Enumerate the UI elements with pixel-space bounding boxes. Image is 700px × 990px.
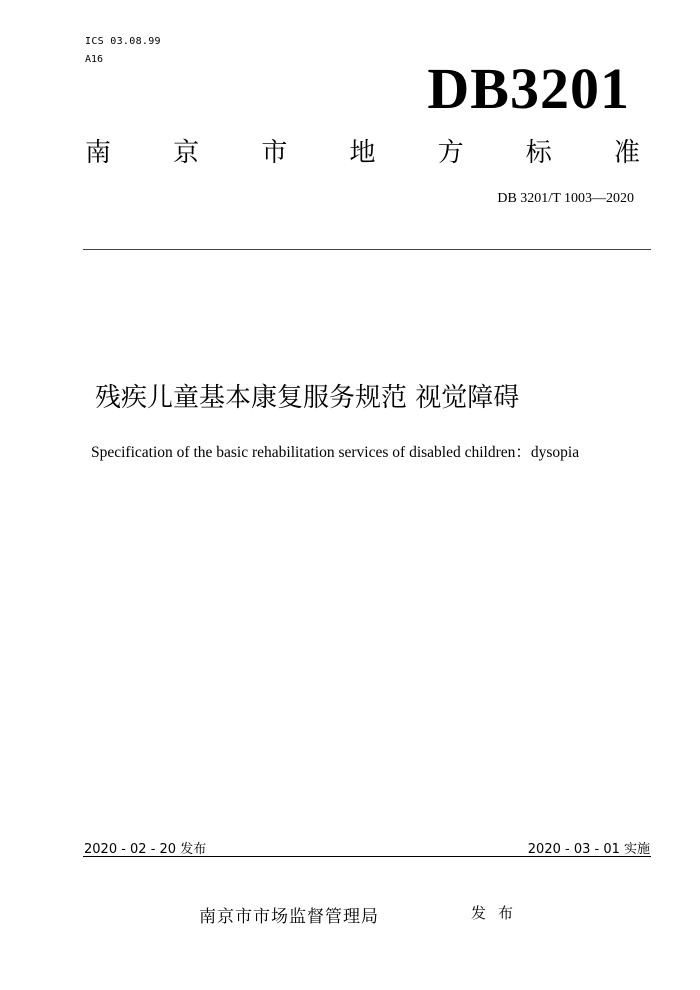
standard-type-char: 南 (85, 138, 112, 168)
issue-label: 发布 (471, 904, 526, 922)
implementation-date: 2020 - 03 - 01 实施 (527, 842, 650, 857)
header-divider (83, 249, 651, 250)
classification-code: A16 (85, 54, 104, 65)
standard-number: DB 3201/T 1003—2020 (497, 191, 634, 206)
standard-type-char: 准 (613, 138, 640, 168)
standard-type-char: 市 (261, 138, 288, 168)
standard-type-char: 标 (525, 138, 552, 168)
db-code-logo: DB3201 (427, 56, 630, 121)
issuing-authority: 南京市市场监督管理局 (199, 907, 379, 927)
standard-type-char: 方 (437, 138, 464, 168)
document-title-chinese: 残疾儿童基本康复服务规范 视觉障碍 (95, 383, 520, 413)
ics-code: ICS 03.08.99 (85, 36, 161, 47)
document-title-english: Specification of the basic rehabilitation services of disabled children：dysopia (91, 444, 580, 461)
standard-type-char: 地 (349, 138, 376, 168)
standard-type (85, 136, 640, 170)
standard-type-char: 京 (173, 138, 200, 168)
footer-divider (83, 856, 651, 857)
release-date: 2020 - 02 - 20 发布 (84, 842, 207, 857)
